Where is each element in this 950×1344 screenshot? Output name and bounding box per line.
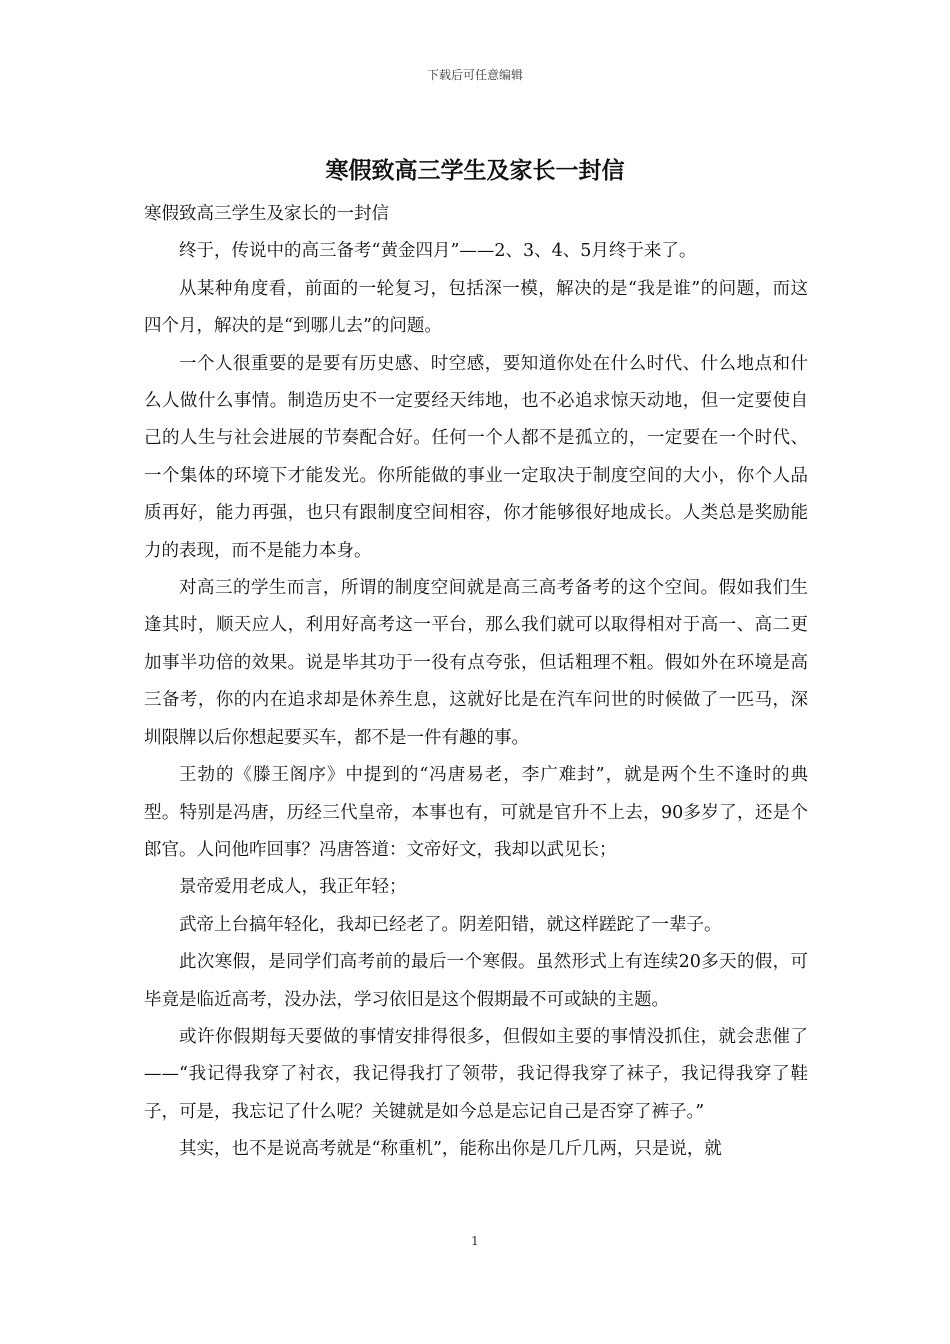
document-title: 寒假致高三学生及家长一封信 (325, 157, 625, 184)
paragraph: 武帝上台搞年轻化，我却已经老了。阴差阳错，就这样蹉跎了一辈子。 (179, 914, 722, 935)
paragraph: 王勃的《滕王阁序》中提到的“冯唐易老，李广难封”，就是两个生不逢时的典型。特别是冯唐，历经三代皇帝，本事也有，可就是官升不上去，90多岁了，还是个郎官。人问他咋回事？冯唐答道：文帝好文，我却以武见长； (144, 765, 808, 860)
document-subtitle: 寒假致高三学生及家长的一封信 (144, 204, 389, 224)
page-number: 1 (471, 1234, 479, 1248)
paragraph: 终于，传说中的高三备考“黄金四月”——2、3、4、5月终于来了。 (179, 241, 697, 262)
paragraph: 对高三的学生而言，所谓的制度空间就是高三高考备考的这个空间。假如我们生逢其时，顺天应人，利用好高考这一平台，那么我们就可以取得相对于高一、高二更加事半功倍的效果。说是毕其功于一役有点夸张，但话粗理不粗。假如外在环境是高三备考，你的内在追求却是休养生息，这就好比是在汽车问世的时候做了一匹马，深圳限牌以后你想起要买车，都不是一件有趣的事。 (144, 578, 808, 748)
paragraph: 其实，也不是说高考就是“称重机”，能称出你是几斤几两，只是说，就 (179, 1139, 722, 1160)
header-note: 下载后可任意编辑 (426, 68, 523, 82)
paragraph: 或许你假期每天要做的事情安排得很多，但假如主要的事情没抓住，就会悲催了——“我记得我穿了衬衣，我记得我打了领带，我记得我穿了袜子，我记得我穿了鞋子，可是，我忘记了什么呢？关键就是如今总是忘记自己是否穿了裤子。” (144, 1026, 808, 1122)
document-body (144, 196, 808, 1169)
paragraph: 此次寒假，是同学们高考前的最后一个寒假。虽然形式上有连续20多天的假，可毕竟是临近高考，没办法，学习依旧是这个假期最不可或缺的主题。 (144, 952, 808, 1010)
paragraph: 一个人很重要的是要有历史感、时空感，要知道你处在什么时代、什么地点和什么人做什么事情。制造历史不一定要经天纬地，也不必追求惊天动地，但一定要使自己的人生与社会进展的节奏配合好。任何一个人都不是孤立的，一定要在一个时代、一个集体的环境下才能发光。你所能做的事业一定取决于制度空间的大小，你个人品质再好，能力再强，也只有跟制度空间相容，你才能够很好地成长。人类总是奖励能力的表现，而不是能力本身。 (144, 353, 808, 561)
paragraph: 景帝爱用老成人，我正年轻； (179, 877, 407, 898)
paragraph: 从某种角度看，前面的一轮复习，包括深一模，解决的是“我是谁”的问题，而这四个月，解决的是“到哪儿去”的问题。 (144, 278, 808, 337)
